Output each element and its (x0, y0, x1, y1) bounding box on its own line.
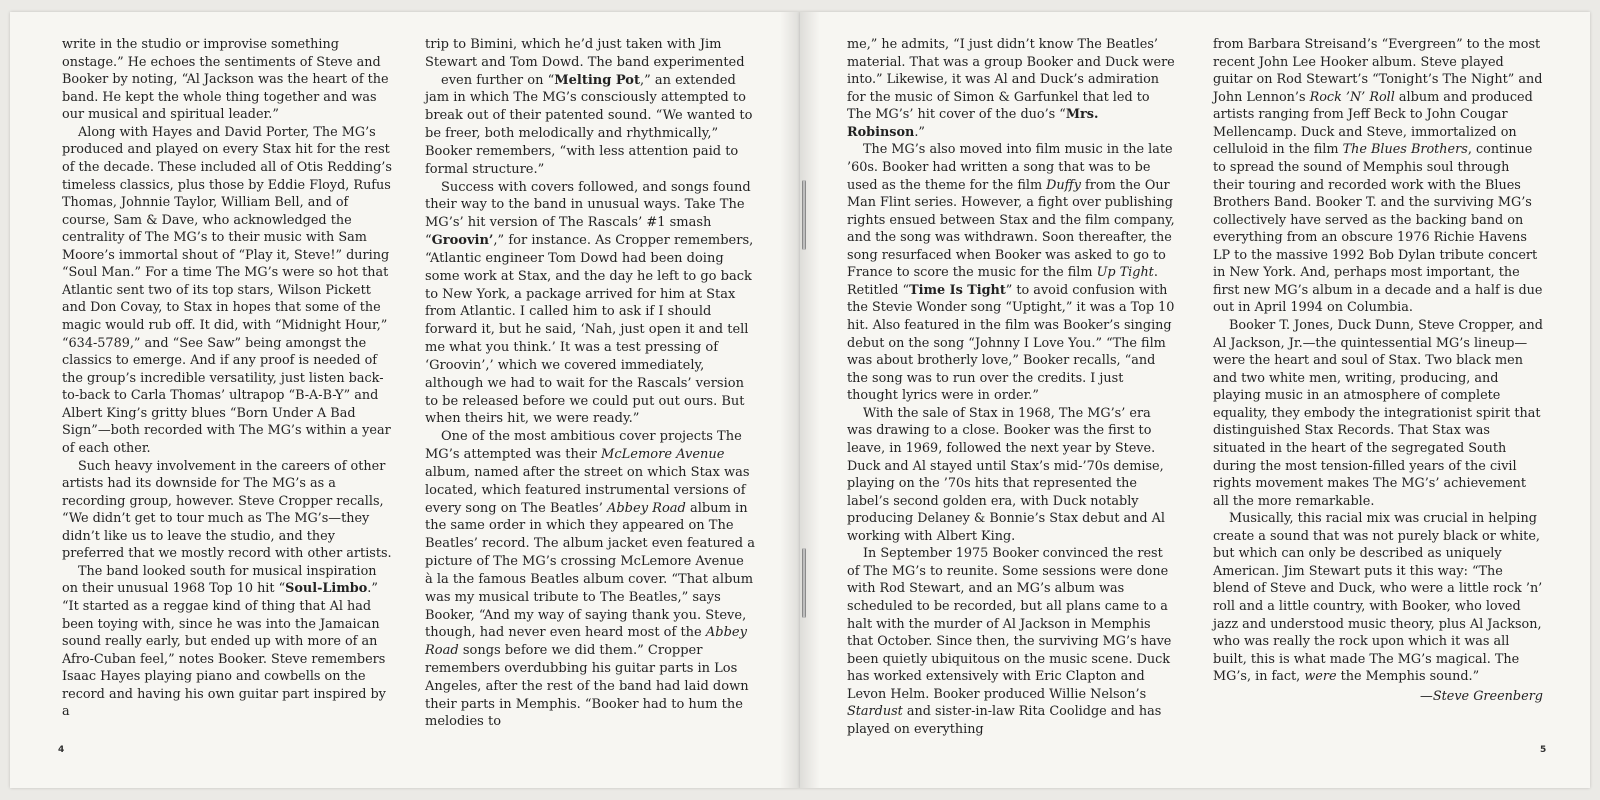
work-title: Duffy (1046, 177, 1081, 193)
right-page-column-1 (847, 36, 1177, 739)
paragraph (62, 563, 392, 721)
text-run: from Barbara Streisand’s “Evergreen” to the most recent John Lee Hooker album. Steve played guitar on Rod Stewart’s “Tonight’s The Night” and John Lennon’s (1213, 37, 1543, 105)
paragraph: Booker T. Jones, Duck Dunn, Steve Cropper, and Al Jackson, Jr.—the quintessential MG’s lineup—were the heart and soul of Stax. Two black men and two white men, writing, producing, and playing music in an atmosphere of complete equality, they embody the integrationist spirit that distinguished Stax Records. That Stax was situated in the heart of the segregated South during the most tension-filled years of the civil rights movement makes The MG’s’ achievement all the more remarkable. (1213, 318, 1543, 509)
paragraph (847, 141, 1177, 404)
work-title: McLemore Avenue (601, 447, 725, 463)
work-title: Up Tight (1096, 265, 1154, 281)
text-run: Musically, this racial mix was crucial in helping create a sound that was not purely black or white, but which can only be described as uniquely American. Jim Stewart puts it this way: “The blend of Steve and Duck, who were a little rock ’n’ roll and a little country, with Booker, who loved jazz and understood music theory, plus Al Jackson, who was really the rock upon which it was all built, this is what made The MG’s magical. The MG’s, in fact, (1213, 511, 1543, 685)
work-title: Stardust (847, 704, 903, 720)
paragraph: Such heavy involvement in the careers of other artists had its downside for The MG’s as a recording group, however. Steve Cropper recalls, “We didn’t get to tour much as The MG’s—they didn’t like us to leave the studio, and they preferred that we mostly record with other artists. (62, 458, 392, 562)
work-title: Abbey Road (606, 500, 686, 516)
work-title: were (1304, 669, 1337, 685)
staple-top (802, 180, 806, 250)
song-title: Soul-Limbo (285, 581, 368, 597)
right-page-column-2 (1213, 36, 1543, 705)
text-run: , continue to spread the sound of Memphis soul through their touring and recorded work with the Blues Brothers Band. Booker T. and the surviving MG’s collectively have served as the backing band on everything from an obscure 1976 Richie Havens LP to the massive 1992 Bob Dylan tribute concert in New York. And, perhaps most important, the first new MG’s album in a decade and a half is due out in April 1994 on Columbia. (1213, 142, 1543, 316)
gutter-shadow (780, 12, 820, 788)
text-run: ” to avoid confusion with the Stevie Wonder song “Uptight,” it was a Top 10 hit. Also featured in the film was Booker’s singing debut on the song “Johnny I Love You.” “The film was about brotherly love,” Booker recalls, “and the song was to run over the credits. I just thought lyrics were in order.” (847, 282, 1175, 404)
paragraph: trip to Bimini, which he’d just taken with Jim Stewart and Tom Dowd. The band experimented (425, 37, 745, 70)
text-run: ,” an extended jam in which The MG’s consciously attempted to break out of their patented sound. “We wanted to be freer, both melodically and rhythmically,” Booker remembers, “with less attention paid to formal structure.” (425, 72, 753, 177)
text-run: and sister-in-law Rita Coolidge and has played on everything (847, 704, 1162, 737)
song-title: Melting Pot (554, 72, 640, 88)
paragraph (425, 428, 755, 731)
song-title: Groovin’ (431, 233, 494, 249)
paragraph (1213, 510, 1543, 686)
paragraph (847, 36, 1177, 141)
left-page-column-1 (62, 36, 392, 721)
work-title: The Blues Brothers (1342, 142, 1468, 158)
text-run: .” (914, 124, 925, 140)
staple-bottom (802, 548, 806, 618)
text-run: The band looked south for musical inspiration on their unusual 1968 Top 10 hit “ (62, 563, 377, 597)
text-run: from the Our Man Flint series. However, a fight over publishing rights ensued between Stax and the film company, and the song was withdrawn. Soon thereafter, the song resurfaced when Booker was asked to go to France to score the music for the film (847, 177, 1175, 281)
text-run: . Retitled “ (847, 265, 1158, 298)
page-number-right: 5 (1540, 745, 1547, 755)
left-page-column-2 (425, 36, 755, 731)
text-run: ,” for instance. As Cropper remembers, “Atlantic engineer Tom Dowd had been doing some work at Stax, and the day he left to go back to New York, a package arrived for him at Stax from Atlantic. I called him to ask if I should forward it, but he said, ‘Nah, just open it and tell me what you think.’ It was a test pressing of ‘Groovin’,’ which we covered immediately, although we had to wait for the Rascals’ version to be released before we could put out ours. But when theirs hit, we were ready.” (425, 233, 754, 427)
text-run: album and produced artists ranging from Jeff Beck to John Cougar Mellencamp. Duck and Steve, immortalized on celluloid in the film (1213, 89, 1533, 158)
page-number-left: 4 (58, 745, 65, 755)
work-title: Rock ’N’ Roll (1309, 89, 1395, 105)
text-run: even further on “ (441, 72, 555, 88)
text-run: album, named after the street on which Stax was located, which featured instrumental versions of every song on The Beatles’ (425, 464, 750, 516)
author-signature: —Steve Greenberg (1420, 688, 1543, 704)
text-run: One of the most ambitious cover projects The MG’s attempted was their (425, 429, 742, 463)
text-run: me,” he admits, “I just didn’t know The Beatles’ material. That was a group Booker and Duck were into.” Likewise, it was Al and Duck’s admiration for the music of Simon & Garfunkel that led to The MG’s’ hit cover of the duo’s “ (847, 37, 1175, 123)
text-run: the Memphis sound.” (1336, 669, 1480, 685)
text-run: In September 1975 Booker convinced the rest of The MG’s to reunite. Some sessions were done with Rod Stewart, and an MG’s album was scheduled to be recorded, but all plans came to a halt with the murder of Al Jackson in Memphis that October. Since then, the surviving MG’s have been quietly ubiquitous on the music scene. Duck has worked extensively with Eric Clapton and Levon Helm. Booker produced Willie Nelson’s (847, 546, 1172, 702)
song-title: Mrs. Robinson (847, 107, 1099, 140)
paragraph (847, 545, 1177, 738)
text-run: album in the same order in which they appeared on The Beatles’ record. The album jacket even featured a picture of The MG’s crossing McLemore Avenue à la the famous Beatles album cover. “That album was my musical tribute to The Beatles,” says Booker, “And my way of saying thank you. Steve, though, had never even heard most of the (425, 500, 755, 641)
paragraph (425, 179, 755, 429)
paragraph (425, 72, 755, 179)
paragraph: With the sale of Stax in 1968, The MG’s’ era was drawing to a close. Booker was the first to leave, in 1969, followed the next year by Steve. Duck and Al stayed until Stax’s mid-’70s demise, playing on the ’70s hits that represented the label’s second golden era, with Duck notably producing Delaney & Bonnie’s Stax debut and Al working with Albert King. (847, 405, 1165, 544)
text-run: The MG’s also moved into film music in the late ’60s. Booker had written a song that was to be used as the theme for the film (847, 142, 1173, 193)
text-run: songs before we did them.” Cropper remembers overdubbing his guitar parts in Los Angeles, after the rest of the band had laid down their parts in Memphis. “Booker had to hum the melodies to (425, 643, 749, 730)
work-title: Abbey Road (425, 625, 747, 659)
paragraph (1213, 36, 1543, 317)
paragraph: write in the studio or improvise something onstage.” He echoes the sentiments of Steve and Booker by noting, “Al Jackson was the heart of the band. He kept the whole thing together and was our musical and spiritual leader.” (62, 37, 389, 123)
text-run: .” “It started as a reggae kind of thing that Al had been toying with, since he was into the Jamaican sound really early, but ended up with more of an Afro-Cuban feel,” notes Booker. Steve remembers Isaac Hayes playing piano and cowbells on the record and having his own guitar part inspired by a (62, 581, 386, 720)
text-run: Success with covers followed, and songs found their way to the band in unusual ways. Take The MG’s’ hit version of The Rascals’ #1 smash “ (425, 179, 751, 249)
song-title: Time Is Tight (909, 282, 1006, 298)
paragraph: Along with Hayes and David Porter, The MG’s produced and played on every Stax hit for the rest of the decade. These included all of Otis Redding’s timeless classics, plus those by Eddie Floyd, Rufus Thomas, Johnnie Taylor, William Bell, and of course, Sam & Dave, who acknowledged the centrality of The MG’s to their music with Sam Moore’s immortal shout of “Play it, Steve!” during “Soul Man.” For a time The MG’s were so hot that Atlantic sent two of its top stars, Wilson Pickett and Don Covay, to Stax in hopes that some of the magic would rub off. It did, with “Midnight Hour,” “634-5789,” and “See Saw” being amongst the classics to emerge. And if any proof is needed of the group’s incredible versatility, just listen back-to-back to Carla Thomas’ ultrapop “B-A-B-Y” and Albert King’s gritty blues “Born Under A Bad Sign”—both recorded with The MG’s within a year of each other. (62, 124, 392, 456)
